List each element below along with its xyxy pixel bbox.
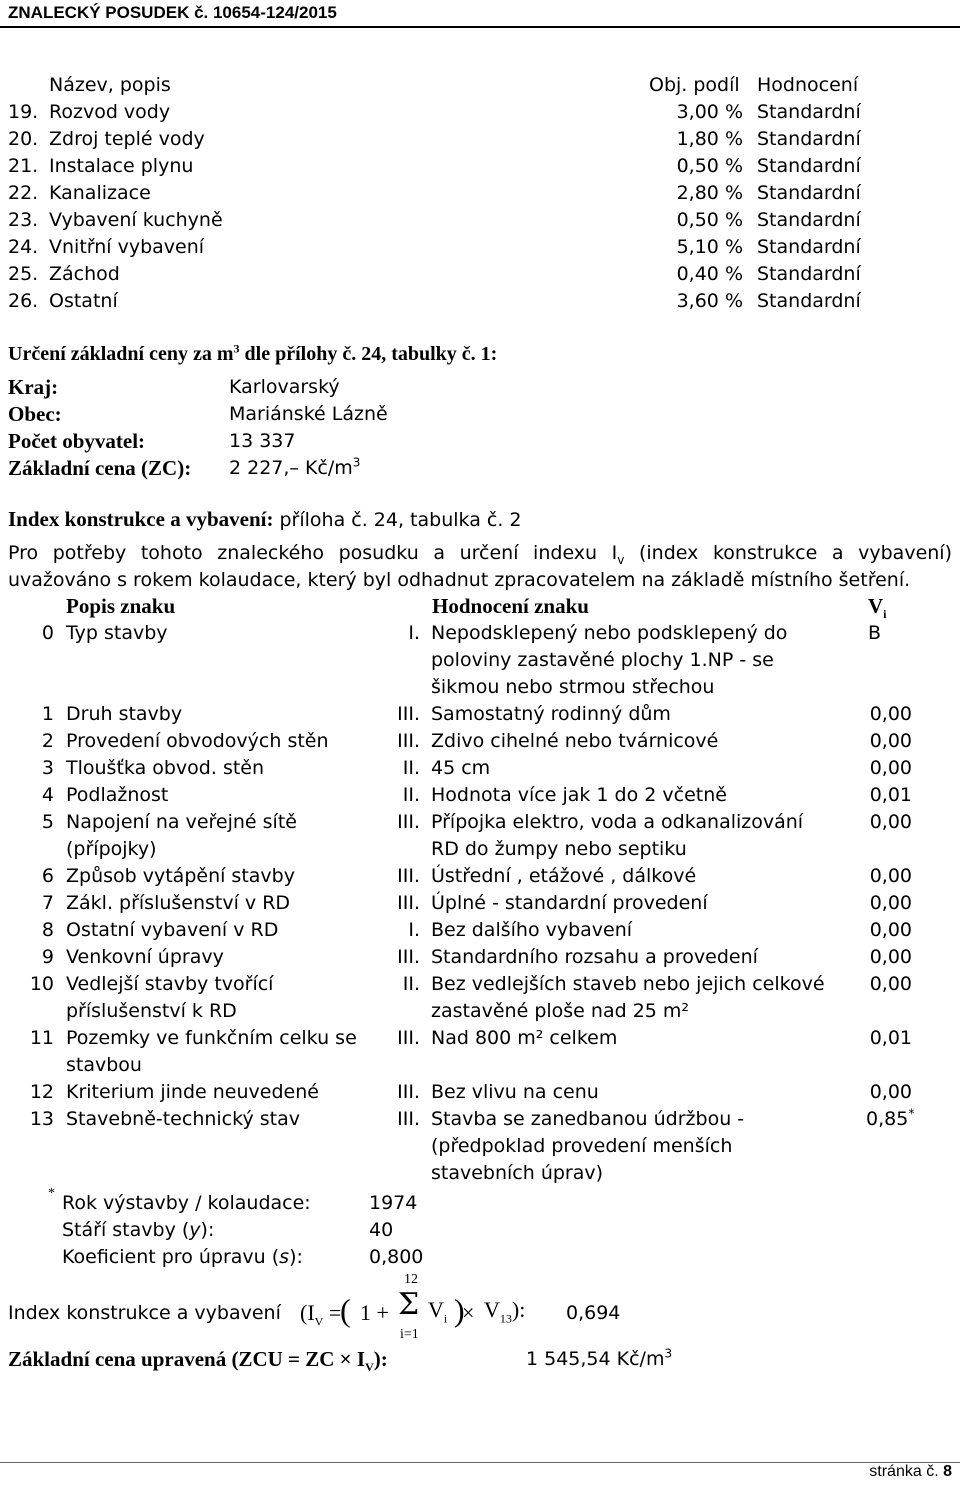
- row-name: Rozvod vody: [49, 101, 171, 123]
- row-name: Vybavení kuchyně: [49, 209, 223, 231]
- index-row-desc: Zdivo cihelné nebo tvárnicové: [431, 730, 719, 752]
- index-row-desc: zastavěné ploše nad 25 m²: [431, 1000, 690, 1022]
- formula-paren-open: (: [340, 1292, 351, 1328]
- formula-vi: $V_i$: [428, 1297, 448, 1326]
- row-share: 2,80 %: [676, 182, 743, 204]
- formula-sum-lower: i=1: [400, 1327, 419, 1342]
- index-row-desc: šikmou nebo strmou střechou: [431, 676, 715, 698]
- index-row-v: B: [868, 622, 882, 644]
- index-row-v: 0,00: [869, 892, 912, 914]
- index-row-popis: Vedlejší stavby tvořící: [66, 973, 274, 995]
- index-row-number: 7: [41, 892, 54, 914]
- index-row-popis: (přípojky): [66, 838, 157, 860]
- index-row-desc: Samostatný rodinný dům: [431, 703, 671, 725]
- row-name: Zdroj teplé vody: [49, 128, 205, 150]
- row-number: 26.: [8, 290, 39, 312]
- index-row-grade: I.: [408, 919, 420, 941]
- formula-value: 0,694: [566, 1302, 621, 1324]
- index-row-v: 0,01: [869, 784, 912, 806]
- index-row-desc: Nepodsklepený nebo podsklepený do: [431, 622, 788, 644]
- row-number: 19.: [8, 101, 39, 123]
- index-row-number: 4: [41, 784, 54, 806]
- index-row-number: 0: [41, 622, 54, 644]
- index-paragraph-line2: uvažováno s rokem kolaudace, který byl odhadnut zpracovatelem na základě místního šetření.: [8, 569, 911, 591]
- row-share: 0,40 %: [676, 263, 743, 285]
- index-row-desc: poloviny zastavěné plochy 1.NP - se: [431, 649, 774, 671]
- col-header-hodnoceni: Hodnocení znaku: [432, 594, 589, 618]
- index-row-popis: Způsob vytápění stavby: [66, 865, 295, 887]
- index-row-desc: Bez dalšího vybavení: [431, 919, 633, 941]
- col-header-vi: $V_i$: [868, 594, 887, 622]
- page-number: stránka č. 8: [869, 1463, 952, 1480]
- row-rating: Standardní: [757, 263, 861, 285]
- index-row-desc: Ústřední , etážové , dálkové: [431, 865, 697, 887]
- index-row-grade: III.: [397, 892, 420, 914]
- index-row-number: 8: [41, 919, 54, 941]
- row-rating: Standardní: [757, 128, 861, 150]
- final-price-value: 1 545,54 $Kč/m^3$: [526, 1346, 673, 1370]
- formula-paren-close: ): [454, 1292, 465, 1328]
- index-row-popis: Kriterium jinde neuvedené: [66, 1081, 319, 1103]
- row-number: 23.: [8, 209, 39, 231]
- index-row-popis: příslušenství k RD: [66, 1000, 237, 1022]
- row-name: Kanalizace: [49, 182, 151, 204]
- col-header-name: Název, popis: [49, 74, 171, 96]
- footnote-star: *: [48, 1186, 55, 1201]
- index-row-grade: III.: [397, 865, 420, 887]
- row-number: 25.: [8, 263, 39, 285]
- formula-one-plus: 1 +: [360, 1300, 389, 1325]
- index-row-popis: Venkovní úpravy: [66, 946, 224, 968]
- koef-label: Koeficient pro úpravu (s):: [62, 1246, 303, 1268]
- index-row-desc: Standardního rozsahu a provedení: [431, 946, 758, 968]
- base-price-value: 2 227,– $Kč/m^3$: [229, 455, 361, 479]
- base-price-label: Základní cena (ZC):: [8, 456, 192, 480]
- index-row-desc: Bez vedlejších staveb nebo jejich celkové: [431, 973, 825, 995]
- row-name: Vnitřní vybavení: [49, 236, 205, 258]
- index-row-v: 0,00: [869, 703, 912, 725]
- index-row-desc: Nad 800 m² celkem: [431, 1027, 618, 1049]
- row-share: 3,00 %: [676, 101, 743, 123]
- index-row-number: 9: [41, 946, 54, 968]
- index-row-number: 3: [41, 757, 54, 779]
- index-row-desc: 45 cm: [431, 757, 491, 779]
- rok-value: 1974: [369, 1192, 418, 1214]
- index-row-popis: Zákl. příslušenství v RD: [66, 892, 291, 914]
- footer-divider: [0, 1462, 960, 1463]
- index-row-grade: III.: [397, 946, 420, 968]
- index-row-v: 0,00: [869, 946, 912, 968]
- index-heading: Index konstrukce a vybavení: příloha č. 24, tabulka č. 2: [8, 507, 522, 531]
- population-label: Počet obyvatel:: [8, 429, 146, 453]
- index-row-grade: III.: [397, 811, 420, 833]
- index-row-number: 11: [29, 1027, 54, 1049]
- index-row-popis: Typ stavby: [66, 622, 168, 644]
- index-row-popis: Stavebně-technický stav: [66, 1108, 300, 1130]
- index-row-grade: III.: [397, 703, 420, 725]
- index-row-grade: II.: [402, 757, 420, 779]
- row-number: 20.: [8, 128, 39, 150]
- row-rating: Standardní: [757, 155, 861, 177]
- index-row-grade: II.: [402, 973, 420, 995]
- index-row-desc: Bez vlivu na cenu: [431, 1081, 599, 1103]
- index-row-grade: III.: [397, 1027, 420, 1049]
- row-number: 22.: [8, 182, 39, 204]
- kraj-value: Karlovarský: [229, 376, 340, 398]
- index-row-grade: I.: [408, 622, 420, 644]
- row-number: 21.: [8, 155, 39, 177]
- row-share: 0,50 %: [676, 155, 743, 177]
- koef-value: 0,800: [369, 1246, 424, 1268]
- document-header: ZNALECKÝ POSUDEK č. 10654-124/2015: [8, 3, 337, 22]
- obec-value: Mariánské Lázně: [229, 403, 388, 425]
- col-header-popis: Popis znaku: [66, 594, 176, 618]
- col-header-share: Obj. podíl: [649, 74, 740, 96]
- index-row-popis: Podlažnost: [66, 784, 169, 806]
- row-share: 1,80 %: [676, 128, 743, 150]
- index-row-v: 0,00: [869, 1081, 912, 1103]
- index-row-desc: RD do žumpy nebo septiku: [431, 838, 687, 860]
- row-rating: Standardní: [757, 236, 861, 258]
- kraj-label: Kraj:: [8, 375, 59, 399]
- obec-label: Obec:: [8, 402, 62, 426]
- formula-times: ×: [462, 1300, 475, 1325]
- index-row-desc: stavebních úprav): [431, 1162, 604, 1184]
- index-row-number: 13: [29, 1108, 54, 1130]
- index-row-number: 2: [41, 730, 54, 752]
- formula-v13: $V_{13}$):: [484, 1297, 526, 1326]
- index-row-popis: Napojení na veřejné sítě: [66, 811, 297, 833]
- final-price-label: Základní cena upravená (ZCU = ZC × $I_V$):: [8, 1347, 388, 1375]
- population-value: 13 337: [229, 430, 296, 452]
- row-rating: Standardní: [757, 290, 861, 312]
- header-divider: [0, 26, 960, 28]
- index-row-v: 0,01: [869, 1027, 912, 1049]
- index-row-number: 5: [41, 811, 54, 833]
- index-row-desc: Přípojka elektro, voda a odkanalizování: [431, 811, 804, 833]
- row-name: Záchod: [49, 263, 120, 285]
- formula-label: Index konstrukce a vybavení: [8, 1302, 281, 1324]
- index-row-popis: Ostatní vybavení v RD: [66, 919, 279, 941]
- row-rating: Standardní: [757, 182, 861, 204]
- row-rating: Standardní: [757, 209, 861, 231]
- row-share: 5,10 %: [676, 236, 743, 258]
- index-row-number: 1: [41, 703, 54, 725]
- index-row-v: 0,00: [869, 811, 912, 833]
- index-row-v: 0,00: [869, 919, 912, 941]
- col-header-rating: Hodnocení: [757, 74, 859, 96]
- index-paragraph-line1: Pro potřeby tohoto znaleckého posudku a určení indexu $I_v$ (index konstrukce a vybavení): [8, 542, 952, 567]
- base-price-heading: Určení základní ceny za $m^3$ dle přílohy č. 24, tabulky č. 1:: [8, 341, 498, 365]
- rok-label: Rok výstavby / kolaudace:: [62, 1192, 311, 1214]
- index-row-v: 0,00: [869, 757, 912, 779]
- index-row-grade: III.: [397, 730, 420, 752]
- index-row-v: 0,00: [869, 730, 912, 752]
- row-name: Instalace plynu: [49, 155, 194, 177]
- index-row-v: 0,00: [869, 865, 912, 887]
- formula-lhs: ($I_V$ =: [300, 1300, 342, 1329]
- index-row-number: 6: [41, 865, 54, 887]
- row-name: Ostatní: [49, 290, 118, 312]
- row-share: 0,50 %: [676, 209, 743, 231]
- index-row-desc: Hodnota více jak 1 do 2 včetně: [431, 784, 727, 806]
- index-row-grade: III.: [397, 1108, 420, 1130]
- row-rating: Standardní: [757, 101, 861, 123]
- formula-sum-upper: 12: [404, 1272, 418, 1287]
- index-row-popis: stavbou: [66, 1054, 142, 1076]
- index-row-popis: Provedení obvodových stěn: [66, 730, 329, 752]
- index-row-grade: III.: [397, 1081, 420, 1103]
- stari-label: Stáří stavby (y):: [62, 1219, 215, 1241]
- row-number: 24.: [8, 236, 39, 258]
- index-row-v: 0,85*: [866, 1106, 915, 1130]
- index-row-desc: Stavba se zanedbanou údržbou -: [431, 1108, 745, 1130]
- index-row-number: 10: [29, 973, 54, 995]
- sigma-icon: Σ: [398, 1287, 420, 1322]
- index-row-popis: Tloušťka obvod. stěn: [66, 757, 265, 779]
- index-row-popis: Druh stavby: [66, 703, 183, 725]
- row-share: 3,60 %: [676, 290, 743, 312]
- stari-value: 40: [369, 1219, 394, 1241]
- index-row-desc: Úplné - standardní provedení: [431, 892, 708, 914]
- index-row-popis: Pozemky ve funkčním celku se: [66, 1027, 357, 1049]
- index-row-number: 12: [29, 1081, 54, 1103]
- index-row-grade: II.: [402, 784, 420, 806]
- index-row-v: 0,00: [869, 973, 912, 995]
- index-row-desc: (předpoklad provedení menších: [431, 1135, 733, 1157]
